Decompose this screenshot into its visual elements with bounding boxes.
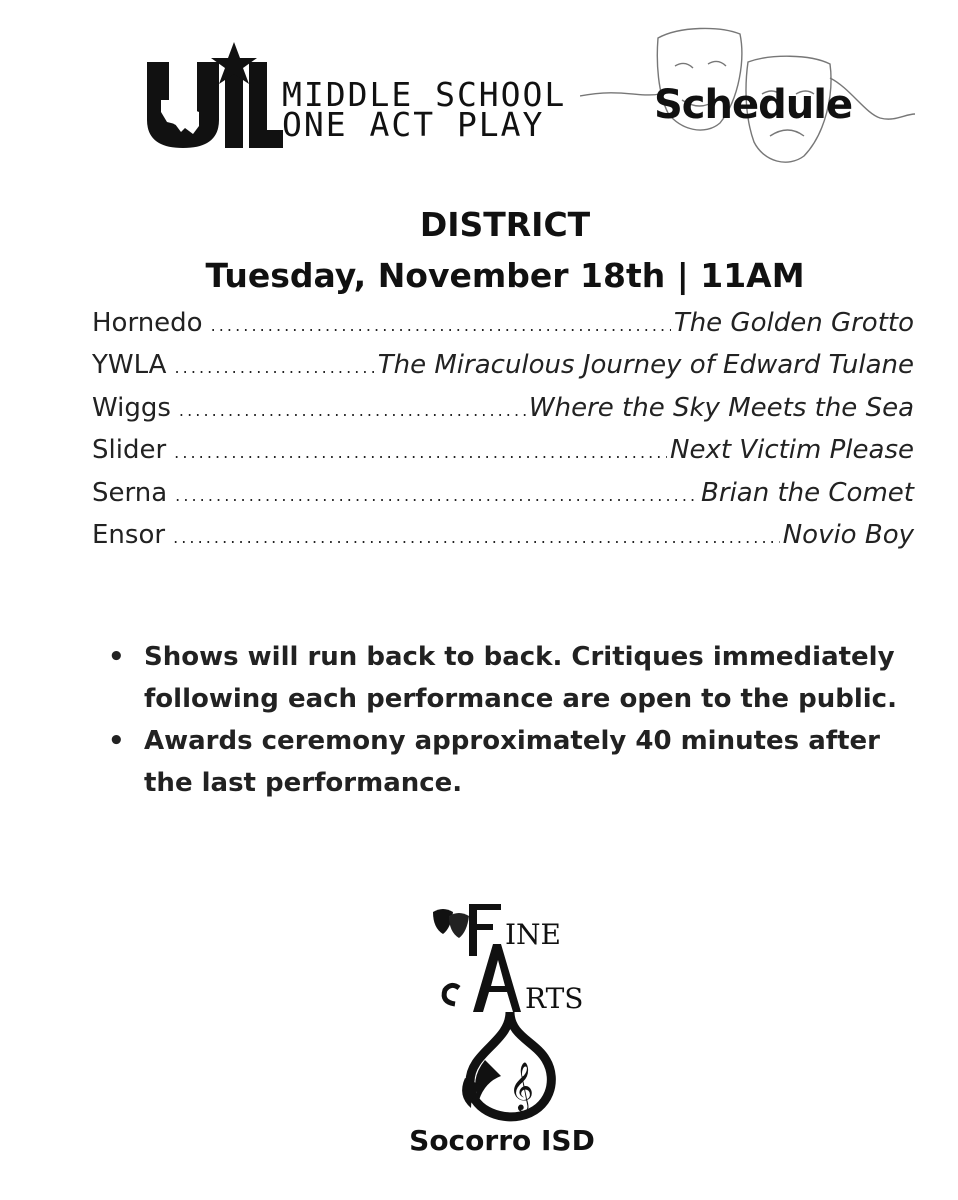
program-line-2: ONE ACT PLAY xyxy=(282,105,545,144)
bullet-icon: • xyxy=(108,726,125,756)
play-title: Brian the Comet xyxy=(701,477,914,508)
schedule-row xyxy=(92,435,914,477)
note-item xyxy=(108,636,918,720)
school-name: Ensor xyxy=(92,519,166,550)
play-title: Novio Boy xyxy=(782,519,914,550)
dot-leader xyxy=(179,401,526,420)
note-text: Awards ceremony approximately 40 minutes after the last performance. xyxy=(144,726,880,798)
svg-text:INE: INE xyxy=(505,918,561,951)
svg-text:𝄞: 𝄞 xyxy=(509,1061,534,1110)
bullet-icon: • xyxy=(108,642,125,672)
schedule-row xyxy=(92,520,914,562)
dot-leader xyxy=(173,528,780,547)
schedule-row xyxy=(92,478,914,520)
dot-leader xyxy=(174,358,374,377)
note-text: Shows will run back to back. Critiques immediately following each performance are open to the public. xyxy=(144,642,897,714)
dot-leader xyxy=(174,443,667,462)
performance-schedule xyxy=(92,308,914,562)
program-line-1: MIDDLE SCHOOL xyxy=(282,75,567,114)
school-name: Slider xyxy=(92,435,167,466)
district-name: Socorro ISD xyxy=(409,1124,595,1157)
dot-leader xyxy=(211,316,671,335)
page-title: Schedule xyxy=(654,82,853,128)
school-name: Wiggs xyxy=(92,392,171,423)
play-title: The Miraculous Journey of Edward Tulane xyxy=(377,350,914,381)
play-title: The Golden Grotto xyxy=(673,308,914,338)
schedule-row xyxy=(92,308,914,350)
fine-arts-logo-icon xyxy=(425,900,595,1130)
school-name: Hornedo xyxy=(92,308,203,338)
play-title: Where the Sky Meets the Sea xyxy=(528,392,914,423)
school-name: Serna xyxy=(92,477,168,508)
header xyxy=(0,0,958,190)
notes-list xyxy=(108,636,918,804)
play-title: Next Victim Please xyxy=(670,435,914,466)
dot-leader xyxy=(175,486,698,505)
school-name: YWLA xyxy=(92,350,167,381)
schedule-row xyxy=(92,350,914,392)
event-date-time: Tuesday, November 18th | 11AM xyxy=(205,256,805,295)
note-item xyxy=(108,720,918,804)
uil-logo-icon xyxy=(145,40,285,155)
svg-text:RTS: RTS xyxy=(525,982,584,1015)
event-name: DISTRICT xyxy=(419,205,591,244)
schedule-row xyxy=(92,393,914,435)
